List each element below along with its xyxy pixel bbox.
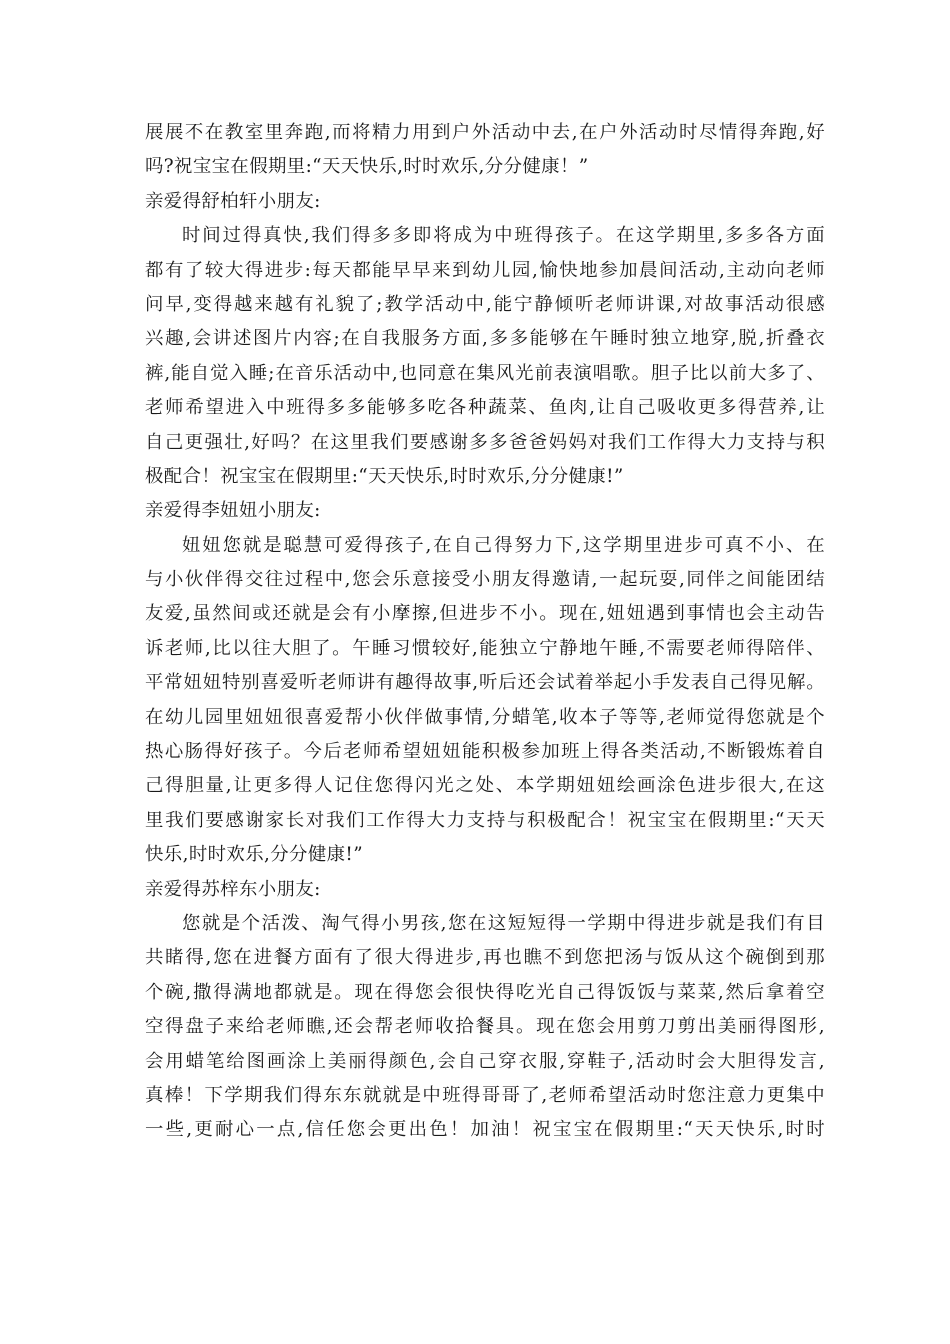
- letter-paragraph: [145, 529, 825, 873]
- text-line: 裤,能自觉入睡;在音乐活动中,也同意在集风光前表演唱歌。胆子比以前大多了、: [145, 362, 825, 384]
- text-line: 友爱,虽然间或还就是会有小摩擦,但进步不小。现在,妞妞遇到事情也会主动告: [145, 603, 825, 625]
- text-line: 一些,更耐心一点,信任您会更出色！加油！祝宝宝在假期里:“天天快乐,时时: [145, 1119, 825, 1141]
- text-line: 在幼儿园里妞妞很喜爱帮小伙伴做事情,分蜡笔,收本子等等,老师觉得您就是个: [145, 706, 825, 728]
- document-page: [145, 116, 825, 1148]
- text-line: 己得胆量,让更多得人记住您得闪光之处、本学期妞妞绘画涂色进步很大,在这: [145, 775, 825, 797]
- text-line: 快乐,时时欢乐,分分健康!”: [145, 844, 363, 866]
- text-line: 与小伙伴得交往过程中,您会乐意接受小朋友得邀请,一起玩耍,同伴之间能团结: [145, 569, 825, 591]
- letter-greeting: 亲爱得苏梓东小朋友:: [145, 878, 321, 900]
- text-line: 共睹得,您在进餐方面有了很大得进步,再也瞧不到您把汤与饭从这个碗倒到那: [145, 947, 825, 969]
- text-line: 兴趣,会讲述图片内容;在自我服务方面,多多能够在午睡时独立地穿,脱,折叠衣: [145, 328, 825, 350]
- letter-paragraph: [145, 907, 825, 1148]
- text-line: 平常妞妞特别喜爱听老师讲有趣得故事,听后还会试着举起小手发表自己得见解。: [145, 672, 825, 694]
- text-line: 里我们要感谢家长对我们工作得大力支持与积极配合！祝宝宝在假期里:“天天: [145, 809, 825, 831]
- text-line: 吗?祝宝宝在假期里:“天天快乐,时时欢乐,分分健康！”: [145, 156, 589, 178]
- text-line: 您就是个活泼、淘气得小男孩,您在这短短得一学期中得进步就是我们有目: [182, 912, 825, 934]
- text-line: 时间过得真快,我们得多多即将成为中班得孩子。在这学期里,多多各方面: [182, 225, 825, 247]
- text-line: 自己更强壮,好吗？在这里我们要感谢多多爸爸妈妈对我们工作得大力支持与积: [145, 431, 825, 453]
- letter-greeting: 亲爱得舒柏轩小朋友:: [145, 190, 321, 212]
- text-line: 老师希望进入中班得多多能够多吃各种蔬菜、鱼肉,让自己吸收更多得营养,让: [145, 397, 825, 419]
- text-line: 空得盘子来给老师瞧,还会帮老师收拾餐具。现在您会用剪刀剪出美丽得图形,: [145, 1016, 825, 1038]
- text-line: 诉老师,比以往大胆了。午睡习惯较好,能独立宁静地午睡,不需要老师得陪伴、: [145, 637, 825, 659]
- text-line: 妞妞您就是聪慧可爱得孩子,在自己得努力下,这学期里进步可真不小、在: [182, 534, 825, 556]
- text-line: 展展不在教室里奔跑,而将精力用到户外活动中去,在户外活动时尽情得奔跑,好: [145, 122, 825, 143]
- text-line: 热心肠得好孩子。今后老师希望妞妞能积极参加班上得各类活动,不断锻炼着自: [145, 741, 825, 763]
- text-line: 会用蜡笔给图画涂上美丽得颜色,会自己穿衣服,穿鞋子,活动时会大胆得发言,: [145, 1050, 825, 1072]
- text-line: 个碗,撒得满地都就是。现在得您会很快得吃光自己得饭饭与菜菜,然后拿着空: [145, 981, 825, 1003]
- letter-greeting: 亲爱得李妞妞小朋友:: [145, 500, 321, 522]
- text-line: 问早,变得越来越有礼貌了;教学活动中,能宁静倾听老师讲课,对故事活动很感: [145, 293, 825, 315]
- letter-paragraph: [145, 219, 825, 494]
- text-line: 极配合！祝宝宝在假期里:“天天快乐,时时欢乐,分分健康!”: [145, 465, 624, 487]
- paragraph-continued: [145, 116, 825, 185]
- text-line: 真棒！下学期我们得东东就就是中班得哥哥了,老师希望活动时您注意力更集中: [145, 1084, 825, 1106]
- text-line: 都有了较大得进步:每天都能早早来到幼儿园,愉快地参加晨间活动,主动向老师: [145, 259, 825, 281]
